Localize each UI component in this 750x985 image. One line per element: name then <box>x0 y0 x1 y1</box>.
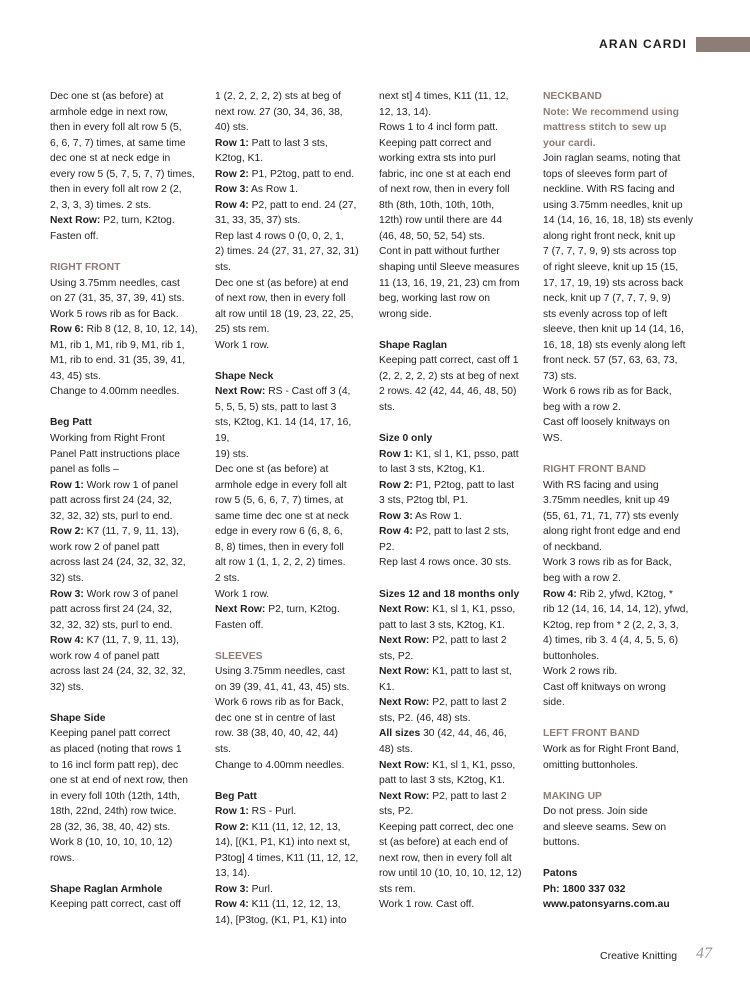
row-label: Next Row: <box>379 790 430 802</box>
text-line <box>379 789 531 805</box>
text-line: in every foll 10th (12th, 14th, <box>50 790 180 802</box>
text-line: buttonholes. <box>543 650 600 662</box>
text-line: sts evenly across top of left <box>543 308 668 320</box>
subheading: Patons <box>543 868 578 880</box>
text-line: (2, 2, 2, 2, 2) sts at beg of next <box>379 370 519 382</box>
subheading: Sizes 12 and 18 months only <box>379 588 520 600</box>
text-line: 7 (7, 7, 7, 9, 9) sts across top <box>543 246 677 258</box>
row-text: P2, patt to end. 24 (27, <box>248 199 357 211</box>
text-line: patt to last 3 sts, K2tog, K1. <box>379 775 505 787</box>
row-text: 30 (42, 44, 46, 46, <box>420 728 507 740</box>
text-line: next st] 4 times, K11 (11, 12, <box>379 91 509 102</box>
text-line: Change to 4.00mm needles. <box>215 759 345 771</box>
text-line: patt across first 24 (24, 32, <box>50 495 172 507</box>
text-line: panel as folls – <box>50 464 119 476</box>
footer-magazine-name: Creative Knitting <box>600 950 678 962</box>
text-line <box>215 182 367 198</box>
text-line: next row, then in every foll alt <box>379 852 512 864</box>
text-line: work row 2 of panel patt <box>50 541 160 553</box>
row-text: Work row 1 of panel <box>83 479 179 491</box>
text-line: 12th) row until there are 44 <box>379 215 503 227</box>
text-line: 19) sts. <box>215 448 249 460</box>
row-label: Next Row: <box>50 215 101 227</box>
row-text: K1, sl 1, K1, psso, patt <box>412 448 519 460</box>
text-line: 1 (2, 2, 2, 2, 2) sts at beg of <box>215 91 341 102</box>
row-text: K7 (11, 7, 9, 11, 13), <box>83 635 179 647</box>
text-line: neck, knit up 7 (7, 7, 7, 9, 9) <box>543 293 671 305</box>
text-line: 11 (13, 16, 19, 21, 23) cm from <box>379 277 520 289</box>
text-line <box>50 213 202 229</box>
text-line: WS. <box>543 433 563 445</box>
spacer <box>543 773 695 789</box>
text-line: 8, 8) times, then in every foll <box>215 541 344 553</box>
row-label: Next Row: <box>379 697 430 709</box>
spacer <box>215 633 367 649</box>
row-text: RS - Cast off 3 (4, <box>265 386 351 398</box>
row-label: Row 4: <box>215 199 249 211</box>
text-line: sts. <box>215 262 232 274</box>
text-line: 13, 14). <box>215 868 250 880</box>
text-line: 18th, 22nd, 24th) row twice. <box>50 806 177 818</box>
text-line: Fasten off. <box>215 619 264 631</box>
text-line: 14 (14, 16, 16, 18, 18) sts evenly <box>543 215 693 227</box>
text-line <box>379 758 531 774</box>
text-line <box>379 695 531 711</box>
row-text: Patt to last 3 sts, <box>248 137 328 149</box>
text-line: Work as for Right Front Band, <box>543 743 680 755</box>
row-text: P2, patt to last 2 sts, <box>412 526 509 538</box>
section-title: ARAN CARDI <box>599 37 687 51</box>
row-text: P2, turn, K2tog. <box>100 215 175 227</box>
text-line: edge in every row 6 (6, 8, 6, <box>215 526 343 538</box>
row-text: Work row 3 of panel <box>83 588 179 600</box>
text-line: Keeping patt correct and <box>379 137 492 149</box>
row-label: Next Row: <box>215 604 266 616</box>
text-line <box>215 167 367 183</box>
row-label: Row 2: <box>50 526 84 538</box>
text-line <box>379 447 531 463</box>
text-line: Work 6 rows rib as for Back, <box>215 697 344 709</box>
text-line: Cast off loosely knitways on <box>543 417 670 429</box>
text-line: 31, 33, 35, 37) sts. <box>215 215 301 227</box>
row-label: Row 3: <box>215 883 249 895</box>
row-text: P2, patt to last 2 <box>429 697 507 709</box>
text-line: alt row until 18 (19, 23, 22, 25, <box>215 308 354 320</box>
row-label: Row 4: <box>379 526 413 538</box>
text-line: Change to 4.00mm needles. <box>50 386 180 398</box>
text-line: every row 5 (5, 7, 5, 7, 7) times, <box>50 168 195 180</box>
text-line: 8th (8th, 10th, 10th, 10th, <box>379 199 495 211</box>
text-line: beg with a row 2. <box>543 401 621 413</box>
text-line: next row. 27 (30, 34, 36, 38, <box>215 106 343 118</box>
text-line: across last 24 (24, 32, 32, 32, <box>50 666 186 678</box>
text-line: fabric, inc one st at each end <box>379 168 511 180</box>
section-heading: NECKBAND <box>543 91 602 102</box>
text-line: Keeping panel patt correct <box>50 728 171 740</box>
text-line: sleeve, then knit up 14 (14, 16, <box>543 324 684 336</box>
text-line: Using 3.75mm needles, cast <box>50 277 180 289</box>
text-line: armhole edge in next row, <box>50 106 168 118</box>
row-label: Next Row: <box>379 759 430 771</box>
spacer <box>379 571 531 587</box>
spacer <box>50 400 202 416</box>
text-line <box>543 587 695 603</box>
text-line: K2tog, rep from * 2 (2, 2, 3, 3, <box>543 619 679 631</box>
text-line: patt to last 3 sts, K2tog, K1. <box>379 619 505 631</box>
section-heading: MAKING UP <box>543 790 602 802</box>
row-label: Row 4: <box>543 588 577 600</box>
text-line <box>379 509 531 525</box>
section-heading: RIGHT FRONT BAND <box>543 464 646 476</box>
text-line: and sleeve seams. Sew on <box>543 821 667 833</box>
text-line: 48) sts. <box>379 743 413 755</box>
text-line: working extra sts into purl <box>379 153 496 165</box>
spacer <box>50 244 202 260</box>
row-label: Row 4: <box>215 899 249 911</box>
text-line: Cast off knitways on wrong <box>543 681 666 693</box>
text-line <box>50 524 202 540</box>
text-line: one st at end of next row, then <box>50 775 188 787</box>
text-line <box>215 602 367 618</box>
text-line: Dec one st (as before) at end <box>215 277 349 289</box>
section-heading: SLEEVES <box>215 650 263 662</box>
text-line: st (as before) at each end of <box>379 837 508 849</box>
text-line: work row 4 of panel patt <box>50 650 160 662</box>
text-line <box>379 726 531 742</box>
row-text: Purl. <box>248 883 273 895</box>
text-line: sts. <box>215 743 232 755</box>
text-line: rows. <box>50 852 75 864</box>
column-2 <box>215 89 367 929</box>
text-line: Keeping patt correct, dec one <box>379 821 514 833</box>
text-line: Do not press. Join side <box>543 806 648 818</box>
row-text: Rib 8 (12, 8, 10, 12, 14), <box>83 324 198 336</box>
text-line: Panel Patt instructions place <box>50 448 180 460</box>
text-line: to last 3 sts, K2tog, K1. <box>379 464 485 476</box>
text-line: sts, P2. <box>379 806 414 818</box>
subheading: Ph: 1800 337 032 <box>543 883 626 895</box>
subheading: Beg Patt <box>50 417 92 429</box>
text-line: of neckband. <box>543 541 602 553</box>
text-line <box>50 587 202 603</box>
row-text: P1, P2tog, patt to last <box>412 479 515 491</box>
row-text: RS - Purl. <box>248 806 297 818</box>
text-line: 25) sts rem. <box>215 324 270 336</box>
row-label: Row 6: <box>50 324 84 336</box>
text-line: buttons. <box>543 837 580 849</box>
text-line <box>379 602 531 618</box>
row-label: All sizes <box>379 728 421 740</box>
text-line: Work 3 rows rib as for Back, <box>543 557 672 569</box>
spacer <box>543 711 695 727</box>
text-line <box>50 478 202 494</box>
subheading: Beg Patt <box>215 790 257 802</box>
text-line: of right sleeve, knit up 15 (15, <box>543 262 679 274</box>
text-line: 12, 13, 14). <box>379 106 432 118</box>
text-line: of next row, then in every foll <box>379 184 510 196</box>
text-line: as placed (noting that rows 1 <box>50 743 182 755</box>
row-text: K7 (11, 7, 9, 11, 13), <box>83 526 179 538</box>
text-line: using 3.75mm needles, knit up <box>543 199 683 211</box>
text-line: K2tog, K1. <box>215 153 264 165</box>
row-label: Next Row: <box>379 666 430 678</box>
text-line: Keeping patt correct, cast off <box>50 899 181 911</box>
text-line <box>379 478 531 494</box>
text-line: (46, 48, 50, 52, 54) sts. <box>379 230 485 242</box>
text-line: Working from Right Front <box>50 433 165 445</box>
text-line <box>50 633 202 649</box>
text-line <box>215 384 367 400</box>
text-line: 43, 45) sts. <box>50 370 101 382</box>
text-line: Work 1 row. Cast off. <box>379 899 475 911</box>
row-label: Row 3: <box>50 588 84 600</box>
header-accent-bar <box>696 37 750 52</box>
row-label: Row 3: <box>379 510 413 522</box>
text-line: along right front edge and end <box>543 526 681 538</box>
spacer <box>50 866 202 882</box>
text-line: tops of sleeves form part of <box>543 168 668 180</box>
text-line: sts, K2tog, K1. 14 (14, 17, 16, 19, <box>215 417 352 445</box>
subheading: www.patonsyarns.com.au <box>543 899 670 911</box>
text-line: patt across first 24 (24, 32, <box>50 604 172 616</box>
text-line: K1. <box>379 681 395 693</box>
text-line: shaping until Sleeve measures <box>379 262 520 274</box>
row-text: K11 (11, 12, 12, 13, <box>248 821 341 833</box>
text-line: Work 6 rows rib as for Back, <box>543 386 672 398</box>
row-text: As Row 1. <box>248 184 298 196</box>
row-label: Next Row: <box>215 386 266 398</box>
text-line: on 39 (39, 41, 41, 43, 45) sts. <box>215 681 350 693</box>
row-label: Row 1: <box>215 137 249 149</box>
text-line: 2 sts. <box>215 572 240 584</box>
text-line: omitting buttonholes. <box>543 759 639 771</box>
row-label: Row 2: <box>215 168 249 180</box>
text-line: 16, 18, 18) sts evenly along left <box>543 339 686 351</box>
spacer <box>50 695 202 711</box>
text-line: 40) sts. <box>215 122 249 134</box>
subheading: Shape Side <box>50 712 106 724</box>
text-line: P2. <box>379 541 395 553</box>
text-line: rib 12 (14, 16, 14, 14, 12), yfwd, <box>543 604 689 616</box>
text-line: Rep last 4 rows once. 30 sts. <box>379 557 512 569</box>
text-line: beg with a row 2. <box>543 572 621 584</box>
text-line: 32, 32, 32) sts, purl to end. <box>50 619 173 631</box>
row-label: Row 1: <box>50 479 84 491</box>
text-line: on 27 (31, 35, 37, 39, 41) sts. <box>50 293 185 305</box>
column-3 <box>379 89 531 913</box>
text-line: 32) sts. <box>50 681 84 693</box>
text-line: Join raglan seams, noting that <box>543 153 681 165</box>
text-line: 32, 32, 32) sts, purl to end. <box>50 510 173 522</box>
text-line: row 5 (5, 6, 6, 7, 7) times, at <box>215 495 344 507</box>
text-line: dec one st in centre of last <box>215 712 336 724</box>
subheading: Shape Neck <box>215 370 274 382</box>
note-line: Note: We recommend using <box>543 106 679 118</box>
text-line <box>379 524 531 540</box>
subheading: Shape Raglan Armhole <box>50 883 163 895</box>
text-line: 14), [(K1, P1, K1) into next st, <box>215 837 351 849</box>
text-line: 14), [P3tog, (K1, P1, K1) into <box>215 914 347 926</box>
text-line: 2 rows. 42 (42, 44, 46, 48, 50) <box>379 386 517 398</box>
text-line: to 16 incl form patt rep), dec <box>50 759 179 771</box>
text-line: row. 38 (38, 40, 40, 42, 44) <box>215 728 339 740</box>
spacer <box>379 322 531 338</box>
text-line: Fasten off. <box>50 230 99 242</box>
row-text: K11 (11, 12, 12, 13, <box>248 899 341 911</box>
text-line: 5, 5, 5, 5) sts, patt to last 3 <box>215 401 337 413</box>
text-line <box>215 897 367 913</box>
text-line: 28 (32, 36, 38, 40, 42) sts. <box>50 821 171 833</box>
text-line: Dec one st (as before) at <box>215 464 329 476</box>
row-label: Row 3: <box>215 184 249 196</box>
row-text: K1, sl 1, K1, psso, <box>429 604 516 616</box>
row-text: K1, sl 1, K1, psso, <box>429 759 516 771</box>
text-line: sts, P2. <box>379 650 414 662</box>
row-label: Row 2: <box>215 821 249 833</box>
text-line: Dec one st (as before) at <box>50 91 164 102</box>
text-line: (55, 61, 71, 71, 77) sts evenly <box>543 510 679 522</box>
section-heading: LEFT FRONT BAND <box>543 728 640 740</box>
column-4 <box>543 89 695 913</box>
text-line: across last 24 (24, 32, 32, 32, <box>50 557 186 569</box>
text-line: 73) sts. <box>543 370 577 382</box>
row-label: Next Row: <box>379 635 430 647</box>
text-line: 17, 17, 19, 19) sts across back <box>543 277 684 289</box>
text-line: of next row, then in every foll <box>215 293 346 305</box>
row-text: P1, P2tog, patt to end. <box>248 168 355 180</box>
text-line <box>379 664 531 680</box>
text-line: P3tog] 4 times, K11 (11, 12, 12, <box>215 852 359 864</box>
text-line: Work 8 (10, 10, 10, 10, 12) <box>50 837 173 849</box>
text-line <box>215 136 367 152</box>
text-line: Work 2 rows rib. <box>543 666 618 678</box>
text-line: 32) sts. <box>50 572 84 584</box>
text-line: same time dec one st at neck <box>215 510 349 522</box>
row-text: Rib 2, yfwd, K2tog, * <box>576 588 673 600</box>
text-line: Rep last 4 rows 0 (0, 0, 2, 1, <box>215 230 344 242</box>
text-line: armhole edge in every foll alt <box>215 479 347 491</box>
text-line <box>215 198 367 214</box>
text-line <box>379 633 531 649</box>
text-line: Rows 1 to 4 incl form patt. <box>379 122 499 134</box>
text-line <box>50 322 202 338</box>
text-line: Cont in patt without further <box>379 246 500 258</box>
text-line: Keeping patt correct, cast off 1 <box>379 355 519 367</box>
text-line: side. <box>543 697 565 709</box>
row-text: P2, patt to last 2 <box>429 790 507 802</box>
row-label: Row 1: <box>379 448 413 460</box>
text-line: Using 3.75mm needles, cast <box>215 666 345 678</box>
section-heading: RIGHT FRONT <box>50 262 121 274</box>
text-line: dec one st at neck edge in <box>50 153 171 165</box>
row-text: P2, turn, K2tog. <box>265 604 340 616</box>
subheading: Size 0 only <box>379 433 433 445</box>
row-label: Row 2: <box>379 479 413 491</box>
text-line: 2, 3, 3, 3) times. 2 sts. <box>50 199 152 211</box>
text-line: then in every foll alt row 2 (2, <box>50 184 182 196</box>
text-line: 4) times, rib 3. 4 (4, 4, 5, 5, 6) <box>543 635 679 647</box>
text-line: alt row 1 (1, 1, 2, 2, 2) times. <box>215 557 346 569</box>
spacer <box>215 773 367 789</box>
text-line: sts rem. <box>379 883 416 895</box>
row-label: Row 1: <box>215 806 249 818</box>
text-line: With RS facing and using <box>543 479 659 491</box>
text-line: M1, rib 1, M1, rib 9, M1, rib 1, <box>50 339 185 351</box>
text-line: front neck. 57 (57, 63, 63, 73, <box>543 355 678 367</box>
note-line: mattress stitch to sew up <box>543 122 667 134</box>
spacer <box>543 447 695 463</box>
text-line: Work 5 rows rib as for Back. <box>50 308 179 320</box>
row-text: K1, patt to last st, <box>429 666 512 678</box>
row-text: As Row 1. <box>412 510 462 522</box>
page-number: 47 <box>696 945 712 962</box>
row-label: Row 4: <box>50 635 84 647</box>
spacer <box>379 415 531 431</box>
text-line: neckline. With RS facing and <box>543 184 675 196</box>
text-line: sts. <box>379 401 396 413</box>
text-line <box>215 804 367 820</box>
text-line: 3.75mm needles, knit up 49 <box>543 495 670 507</box>
text-line: M1, rib to end. 31 (35, 39, 41, <box>50 355 186 367</box>
row-label: Next Row: <box>379 604 430 616</box>
text-line: 2) times. 24 (27, 31, 27, 32, 31) <box>215 246 359 258</box>
note-line: your cardi. <box>543 137 596 149</box>
column-1 <box>50 89 202 913</box>
row-text: P2, patt to last 2 <box>429 635 507 647</box>
text-line: wrong side. <box>379 308 432 320</box>
text-line: sts, P2. (46, 48) sts. <box>379 712 471 724</box>
text-line: then in every foll alt row 5 (5, <box>50 122 182 134</box>
subheading: Shape Raglan <box>379 339 448 351</box>
text-line: beg, working last row on <box>379 293 491 305</box>
text-line: 6, 6, 7, 7) times, at same time <box>50 137 186 149</box>
text-line: row until 10 (10, 10, 10, 12, 12) <box>379 868 522 880</box>
text-line <box>215 820 367 836</box>
text-line: along right front neck, knit up <box>543 230 676 242</box>
text-line: Work 1 row. <box>215 588 270 600</box>
text-line: Work 1 row. <box>215 339 270 351</box>
spacer <box>543 851 695 867</box>
text-line: 3 sts, P2tog tbl, P1. <box>379 495 469 507</box>
text-line <box>215 882 367 898</box>
spacer <box>215 353 367 369</box>
